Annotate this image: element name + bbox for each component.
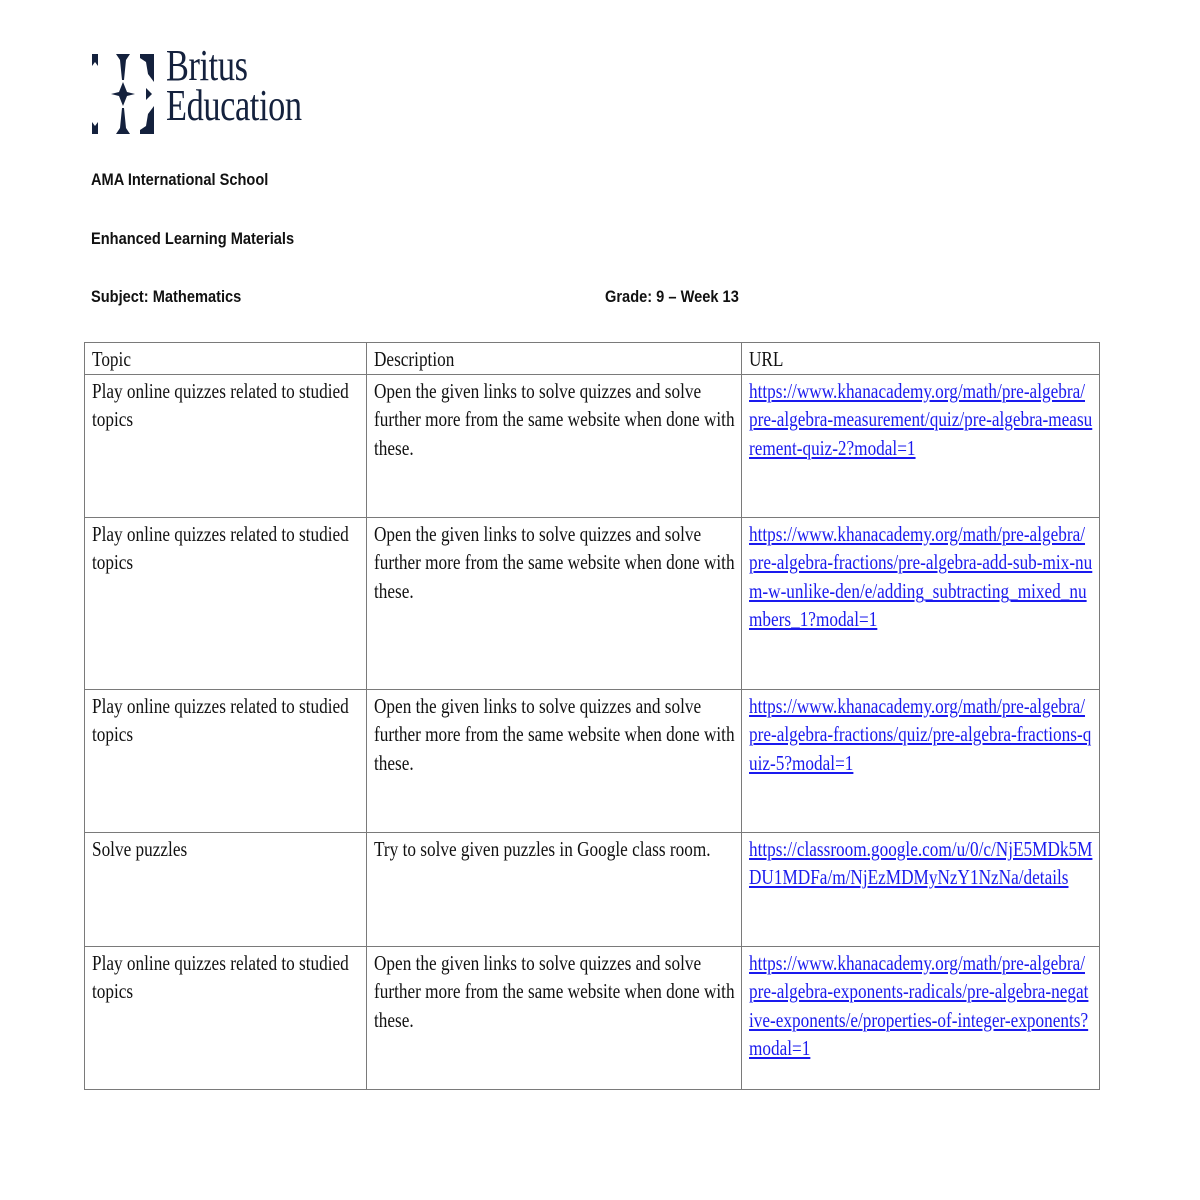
description-cell: Try to solve given puzzles in Google class room. bbox=[367, 832, 742, 946]
url-cell bbox=[742, 832, 1100, 946]
exercise-link[interactable]: https://www.khanacademy.org/math/pre-algebra/pre-algebra-fractions/pre-algebra-add-sub-mix-num-w-unlike-den/e/adding_subtracting_mixed_numbers_1?modal=1 bbox=[749, 521, 1093, 631]
brand-line-1: Britus bbox=[166, 41, 248, 90]
column-header-topic: Topic bbox=[85, 343, 367, 375]
table-row bbox=[85, 832, 1100, 946]
google-classroom-link[interactable]: https://classroom.google.com/u/0/c/NjE5MDk5MDU1MDFa/m/NjEzMDMyNzY1NzNa/details bbox=[749, 836, 1093, 889]
table-row bbox=[85, 689, 1100, 832]
brand-name bbox=[166, 41, 302, 130]
topic-cell: Play online quizzes related to studied topics bbox=[85, 374, 367, 517]
description-cell: Open the given links to solve quizzes and solve further more from the same website when done with these. bbox=[367, 946, 742, 1089]
column-header-description: Description bbox=[367, 343, 742, 375]
topic-cell: Solve puzzles bbox=[85, 832, 367, 946]
topic-cell: Play online quizzes related to studied topics bbox=[85, 517, 367, 689]
grade-week-label: Grade: 9 – Week 13 bbox=[605, 287, 739, 306]
exercise-link[interactable]: https://www.khanacademy.org/math/pre-algebra/pre-algebra-exponents-radicals/pre-algebra-negative-exponents/e/properties-of-integer-exponents?modal=1 bbox=[749, 950, 1089, 1060]
url-cell bbox=[742, 517, 1100, 689]
quiz-link[interactable]: https://www.khanacademy.org/math/pre-algebra/pre-algebra-measurement/quiz/pre-algebra-measurement-quiz-2?modal=1 bbox=[749, 378, 1093, 460]
table-row bbox=[85, 517, 1100, 689]
url-cell bbox=[742, 689, 1100, 832]
description-cell: Open the given links to solve quizzes and solve further more from the same website when done with these. bbox=[367, 374, 742, 517]
column-header-url: URL bbox=[742, 343, 1100, 375]
britus-education-logo bbox=[90, 41, 310, 138]
description-cell: Open the given links to solve quizzes and solve further more from the same website when done with these. bbox=[367, 517, 742, 689]
url-cell bbox=[742, 946, 1100, 1089]
britus-logo-mark-icon bbox=[90, 52, 156, 136]
school-name: AMA International School bbox=[91, 170, 269, 189]
table-row bbox=[85, 946, 1100, 1089]
url-cell bbox=[742, 374, 1100, 517]
material-title: Enhanced Learning Materials bbox=[91, 229, 295, 248]
subject-label: Subject: Mathematics bbox=[91, 287, 242, 306]
learning-materials-table bbox=[84, 342, 1100, 1090]
quiz-link[interactable]: https://www.khanacademy.org/math/pre-algebra/pre-algebra-fractions/quiz/pre-algebra-fractions-quiz-5?modal=1 bbox=[749, 693, 1092, 775]
description-cell: Open the given links to solve quizzes and solve further more from the same website when done with these. bbox=[367, 689, 742, 832]
topic-cell: Play online quizzes related to studied topics bbox=[85, 689, 367, 832]
table-row bbox=[85, 374, 1100, 517]
topic-cell: Play online quizzes related to studied topics bbox=[85, 946, 367, 1089]
table-header-row bbox=[85, 343, 1100, 375]
brand-line-2: Education bbox=[166, 81, 302, 130]
